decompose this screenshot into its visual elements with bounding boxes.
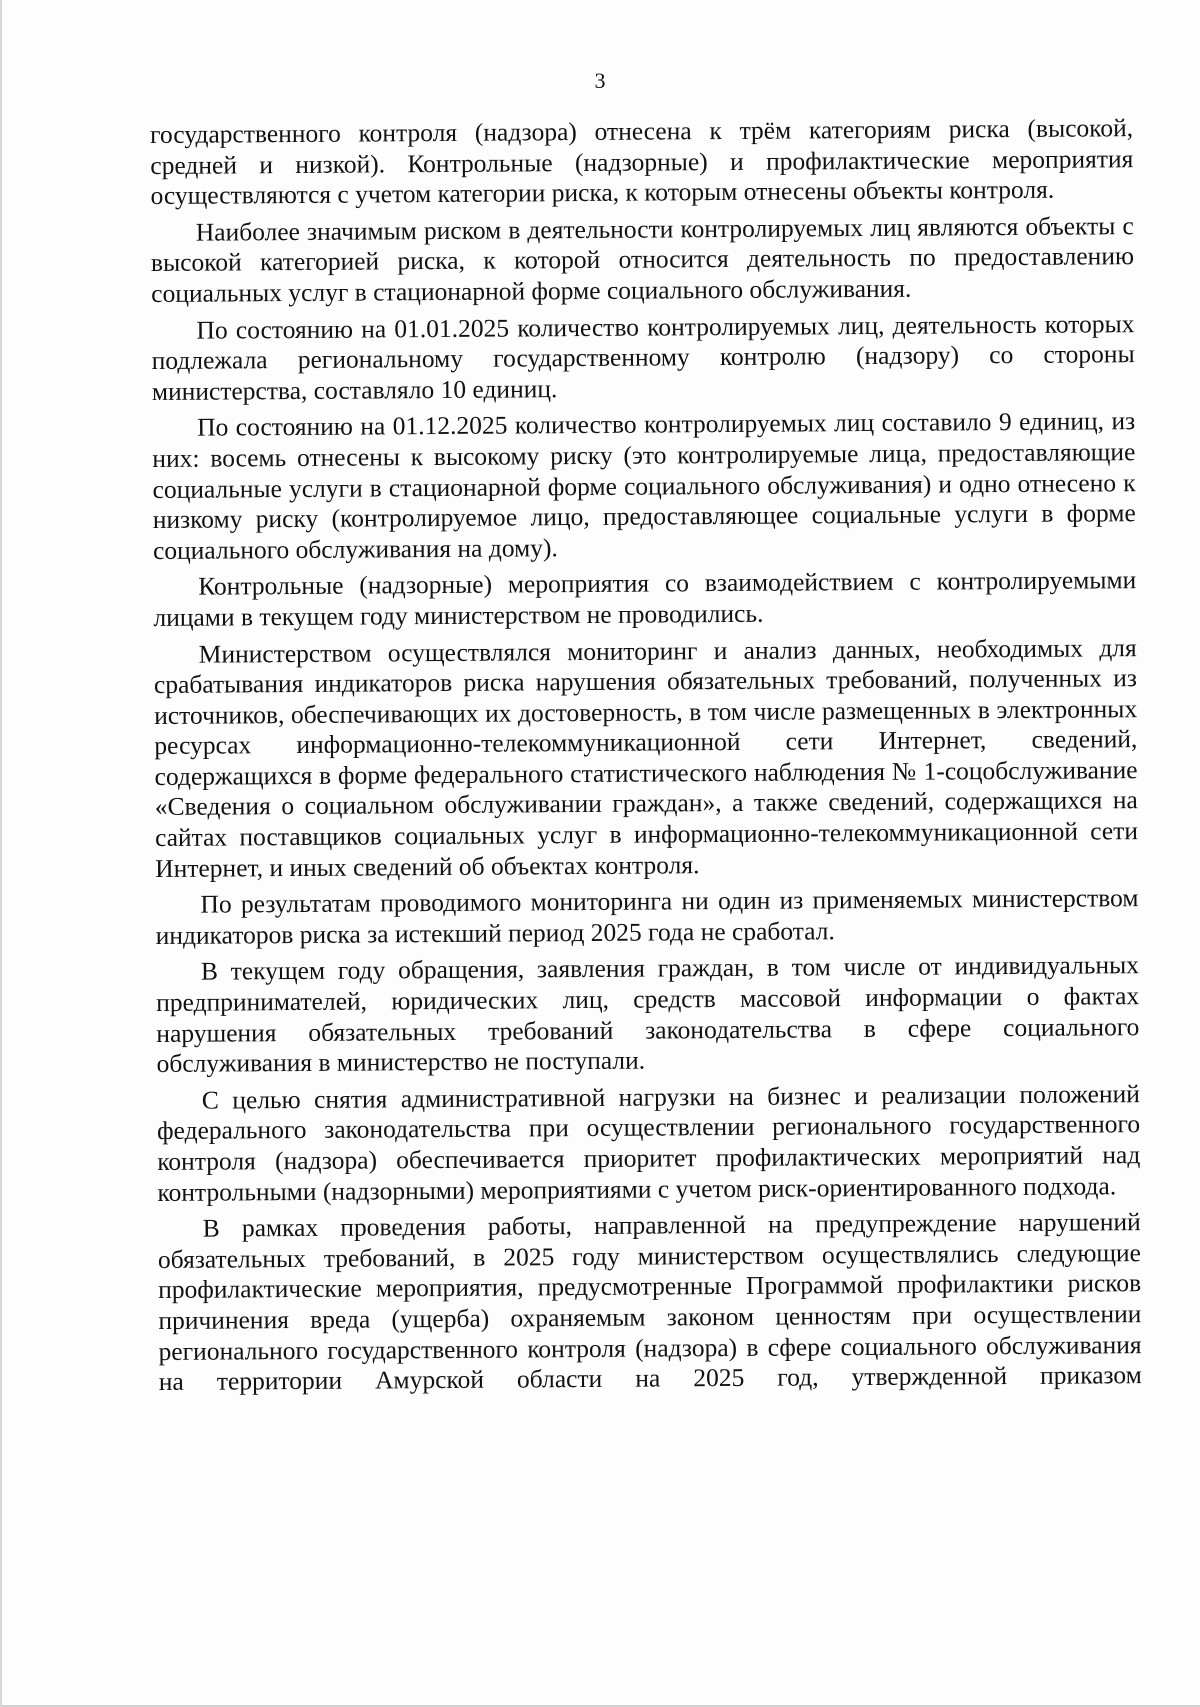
paragraph-8: В текущем году обращения, заявления граждан, в том числе от индивидуальных предпринимателей, юридических лиц, средств массовой информации о фактах нарушения обязательных требований законодательства в сфере социального обслуживания в министерство не поступали. [156, 950, 1140, 1079]
paragraph-10: В рамках проведения работы, направленной на предупреждение нарушений обязательных требований, в 2025 году министерством осуществлялись следующие профилактические мероприятия, предусмотренные Программой профилактики рисков причинения вреда (ущерба) охраняемым законом ценностям при осуществлении регионального государственного контроля (надзора) в сфере социального обслуживания на территории Амурской области на 2025 год, утвержденной приказом [157, 1207, 1142, 1397]
paragraph-4: По состоянию на 01.12.2025 количество контролируемых лиц составило 9 единиц, из них: восемь отнесены к высокому риску (это контролируемые лица, предоставляющие социальные услуги в стационарной форме социального обслуживания) и одно отнесено к низкому риску (контролируемое лицо, предоставляющее социальные услуги в форме социального обслуживания на дому). [152, 406, 1136, 565]
page-number: 3 [594, 68, 606, 93]
document-body [150, 113, 1142, 1404]
paragraph-1: государственного контроля (надзора) отнесена к трём категориям риска (высокой, средней и низкой). Контрольные (надзорные) и профилактические мероприятия осуществляются с учетом категории риска, к которым отнесены объекты контроля. [150, 113, 1134, 211]
paragraph-9: С целью снятия административной нагрузки на бизнес и реализации положений федерального законодательства при осуществлении регионального государственного контроля (надзора) обеспечивается приоритет профилактических мероприятий над контрольными (надзорными) мероприятиями с учетом риск-ориентированного подхода. [156, 1078, 1141, 1207]
paragraph-6: Министерством осуществлялся мониторинг и анализ данных, необходимых для срабатывания индикаторов риска нарушения обязательных требований, полученных из источников, обеспечивающих их достоверность, в том числе размещенных в электронных ресурсах информационно-телекоммуникационной сети Интернет, сведений, содержащихся в форме федерального статистического наблюдения № 1-соцобслуживание «Сведения о социальном обслуживании граждан», а также сведений, содержащихся на сайтах поставщиков социальных услуг в информационно-телекоммуникационной сети Интернет, и иных сведений об объектах контроля. [153, 632, 1139, 883]
paragraph-7: По результатам проводимого мониторинга ни один из применяемых министерством индикаторов риска за истекший период 2025 года не сработал. [155, 883, 1139, 950]
paragraph-5: Контрольные (надзорные) мероприятия со взаимодействием с контролируемыми лицами в текущем году министерством не проводились. [153, 565, 1137, 632]
scan-edge-left [0, 0, 2, 1707]
paragraph-3: По состоянию на 01.01.2025 количество контролируемых лиц, деятельность которых подлежала региональному государственному контролю (надзору) со стороны министерства, составляло 10 единиц. [151, 308, 1135, 406]
paragraph-2: Наиболее значимым риском в деятельности контролируемых лиц являются объекты с высокой категорией риска, к которой относится деятельность по предоставлению социальных услуг в стационарной форме социального обслуживания. [150, 210, 1135, 308]
